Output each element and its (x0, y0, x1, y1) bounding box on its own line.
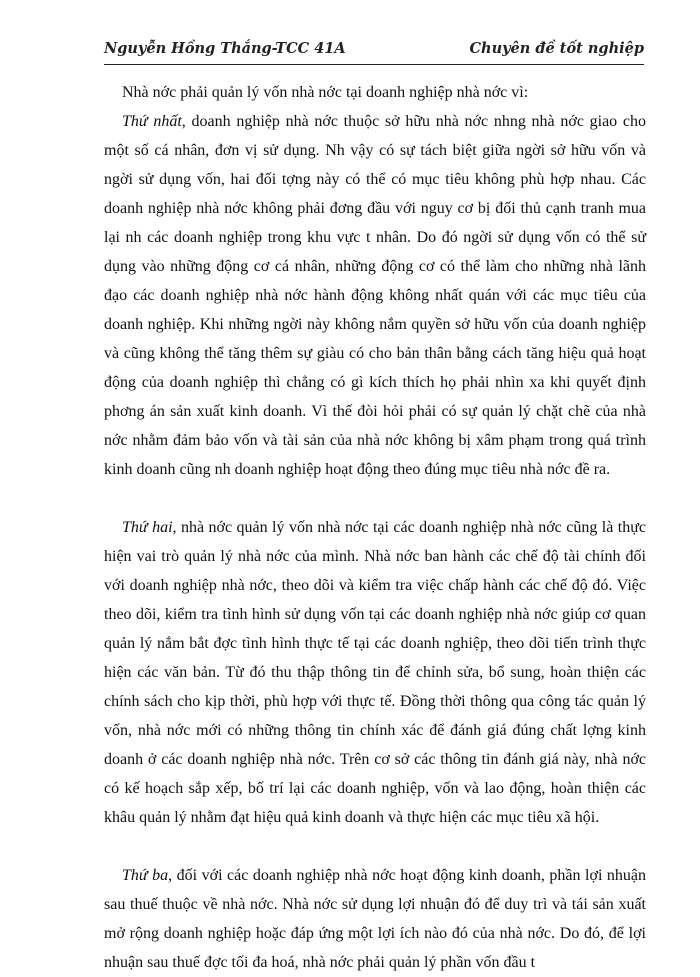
paragraph-gap (104, 484, 646, 513)
paragraph-text: , doanh nghiệp nhà nớc thuộc sở hữu nhà nớc nhng nhà nớc giao cho một số cá nhân, đơn vị sử dụng. Nh vậy có sự tách biệt giữa ngời sở hữu vốn và ngời sử dụng vốn, hai đối tợng này có thể có mục tiêu không phù hợp nhau. Các doanh nghiệp nhà nớc không phải đơng đầu với nguy cơ bị đối thủ cạnh tranh mua lại nh các doanh nghiệp trong khu vực t nhân. Do đó ngời sử dụng vốn có thể sử dụng vào những động cơ cá nhân, những động cơ có thể làm cho những nhà lãnh đạo các doanh nghiệp nhà nớc hành động không nhất quán với các mục tiêu của doanh nghiệp. Khi những ngời này không nắm quyền sở hữu vốn của doanh nghiệp và cũng không thể tăng thêm sự giàu có cho bản thân bằng cách tăng hiệu quả hoạt động của doanh nghiệp thì chẳng có gì kích thích họ phải nhìn xa khi quyết định phơng án sản xuất kinh doanh. Vì thế đòi hỏi phải có sự quản lý chặt chẽ của nhà nớc nhằm đảm bảo vốn và tài sản của nhà nớc không bị xâm phạm trong quá trình kinh doanh cũng nh doanh nghiệp hoạt động theo đúng mục tiêu nhà nớc đề ra. (104, 113, 646, 478)
paragraph-lead: Thứ hai (122, 519, 173, 536)
paragraph-text: , nhà nớc quản lý vốn nhà nớc tại các doanh nghiệp nhà nớc cũng là thực hiện vai trò quản lý nhà nớc của mình. Nhà nớc ban hành các chế độ tài chính đối với doanh nghiệp nhà nớc, theo dõi và kiểm tra việc chấp hành các chế độ đó. Việc theo dõi, kiểm tra tình hình sử dụng vốn tại các doanh nghiệp nhà nớc giúp cơ quan quản lý nắm bắt đợc tình hình thực tế tại các doanh nghiệp, theo dõi tiến trình thực hiện các văn bản. Từ đó thu thập thông tin để chỉnh sửa, bổ sung, hoàn thiện các chính sách cho kịp thời, phù hợp với thực tế. Đồng thời thông qua công tác quản lý vốn, nhà nớc mới có những thông tin chính xác để đánh giá đúng chất lợng kinh doanh ở các doanh nghiệp nhà nớc. Trên cơ sở các thông tin đánh giá này, nhà nớc có kế hoạch sắp xếp, bố trí lại các doanh nghiệp, vốn và lao động, hoàn thiện các khâu quản lý nhằm đạt hiệu quả kinh doanh và thực hiện các mục tiêu xã hội. (104, 519, 646, 826)
header-author: Nguyễn Hồng Thắng-TCC 41A (104, 40, 346, 57)
page-header (104, 38, 644, 65)
intro-line: Nhà nớc phải quản lý vốn nhà nớc tại doanh nghiệp nhà nớc vì: (122, 84, 529, 101)
paragraph-second (104, 513, 646, 832)
paragraph-text: , đối với các doanh nghiệp nhà nớc hoạt động kinh doanh, phần lợi nhuận sau thuế thuộc về nhà nớc. Nhà nớc sử dụng lợi nhuận đó để duy trì và tái sản xuất mở rộng doanh nghiệp hoặc đáp ứng một lợi ích nào đó của nhà nớc. Do đó, để lợi nhuận sau thuế đợc tối đa hoá, nhà nớc phải quản lý phần vốn đầu t (104, 867, 647, 971)
document-body (104, 78, 646, 977)
paragraph-first (104, 107, 646, 484)
header-title: Chuyên đề tốt nghiệp (469, 40, 644, 57)
paragraph-lead: Thứ nhất (122, 113, 182, 130)
paragraph-gap (104, 832, 646, 861)
paragraph-lead: Thứ ba (122, 867, 169, 884)
